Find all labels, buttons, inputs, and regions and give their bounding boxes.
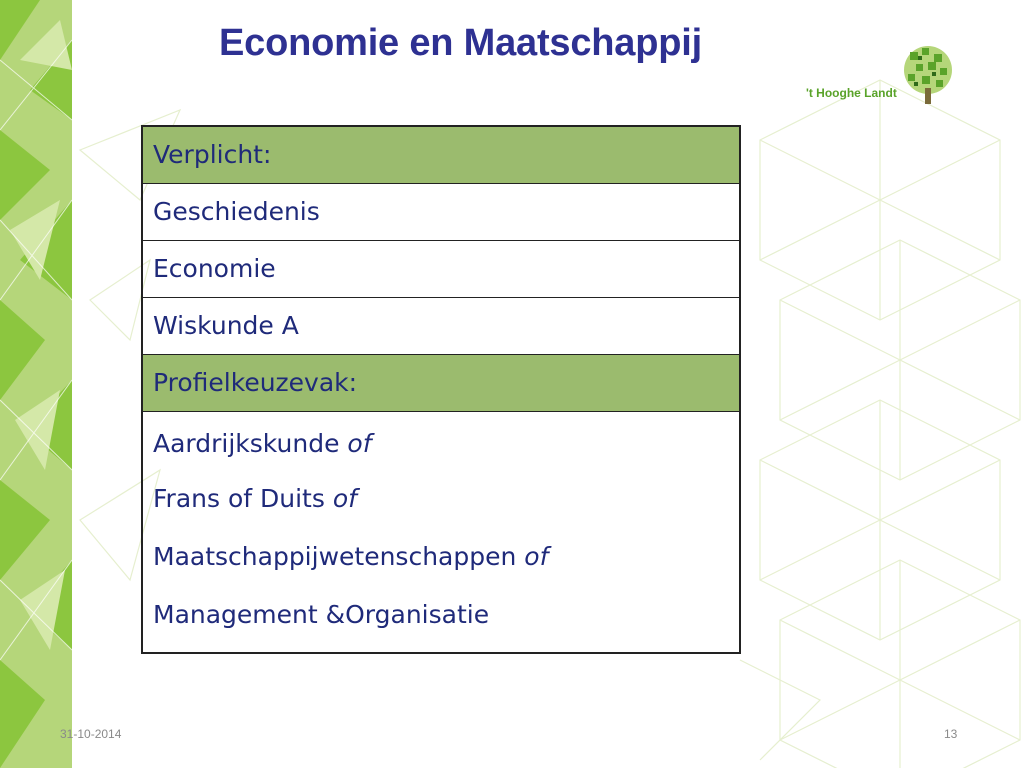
subject-cell: Economie: [142, 240, 740, 297]
subject-cell: Wiskunde A: [142, 297, 740, 354]
option-text: Frans of Duits: [153, 483, 325, 513]
table-row: [142, 240, 740, 297]
option-line: [153, 586, 729, 644]
option-text: Management &Organisatie: [153, 599, 490, 629]
logo-text: 't Hooghe Landt: [806, 86, 897, 100]
table-row: [142, 183, 740, 240]
subject-cell: Geschiedenis: [142, 183, 740, 240]
slide-title: Economie en Maatschappij: [219, 22, 702, 64]
table-row: [142, 411, 740, 653]
option-line: [153, 418, 729, 470]
subject-table: [141, 125, 741, 654]
table-row: [142, 126, 740, 183]
option-conjunction: of: [332, 483, 357, 513]
option-conjunction: of: [347, 428, 372, 458]
option-text: Maatschappijwetenschappen: [153, 541, 517, 571]
section-header-verplicht: Verplicht:: [142, 126, 740, 183]
table-row: [142, 297, 740, 354]
left-decorative-band: [0, 0, 72, 768]
options-cell: [142, 411, 740, 653]
section-header-profielkeuzevak: Profielkeuzevak:: [142, 354, 740, 411]
page-number: 13: [944, 727, 958, 741]
footer-date: 31-10-2014: [60, 727, 122, 741]
option-line: [153, 470, 729, 528]
option-conjunction: of: [524, 541, 549, 571]
option-text: Aardrijkskunde: [153, 428, 340, 458]
option-line: [153, 528, 729, 586]
table-row: [142, 354, 740, 411]
